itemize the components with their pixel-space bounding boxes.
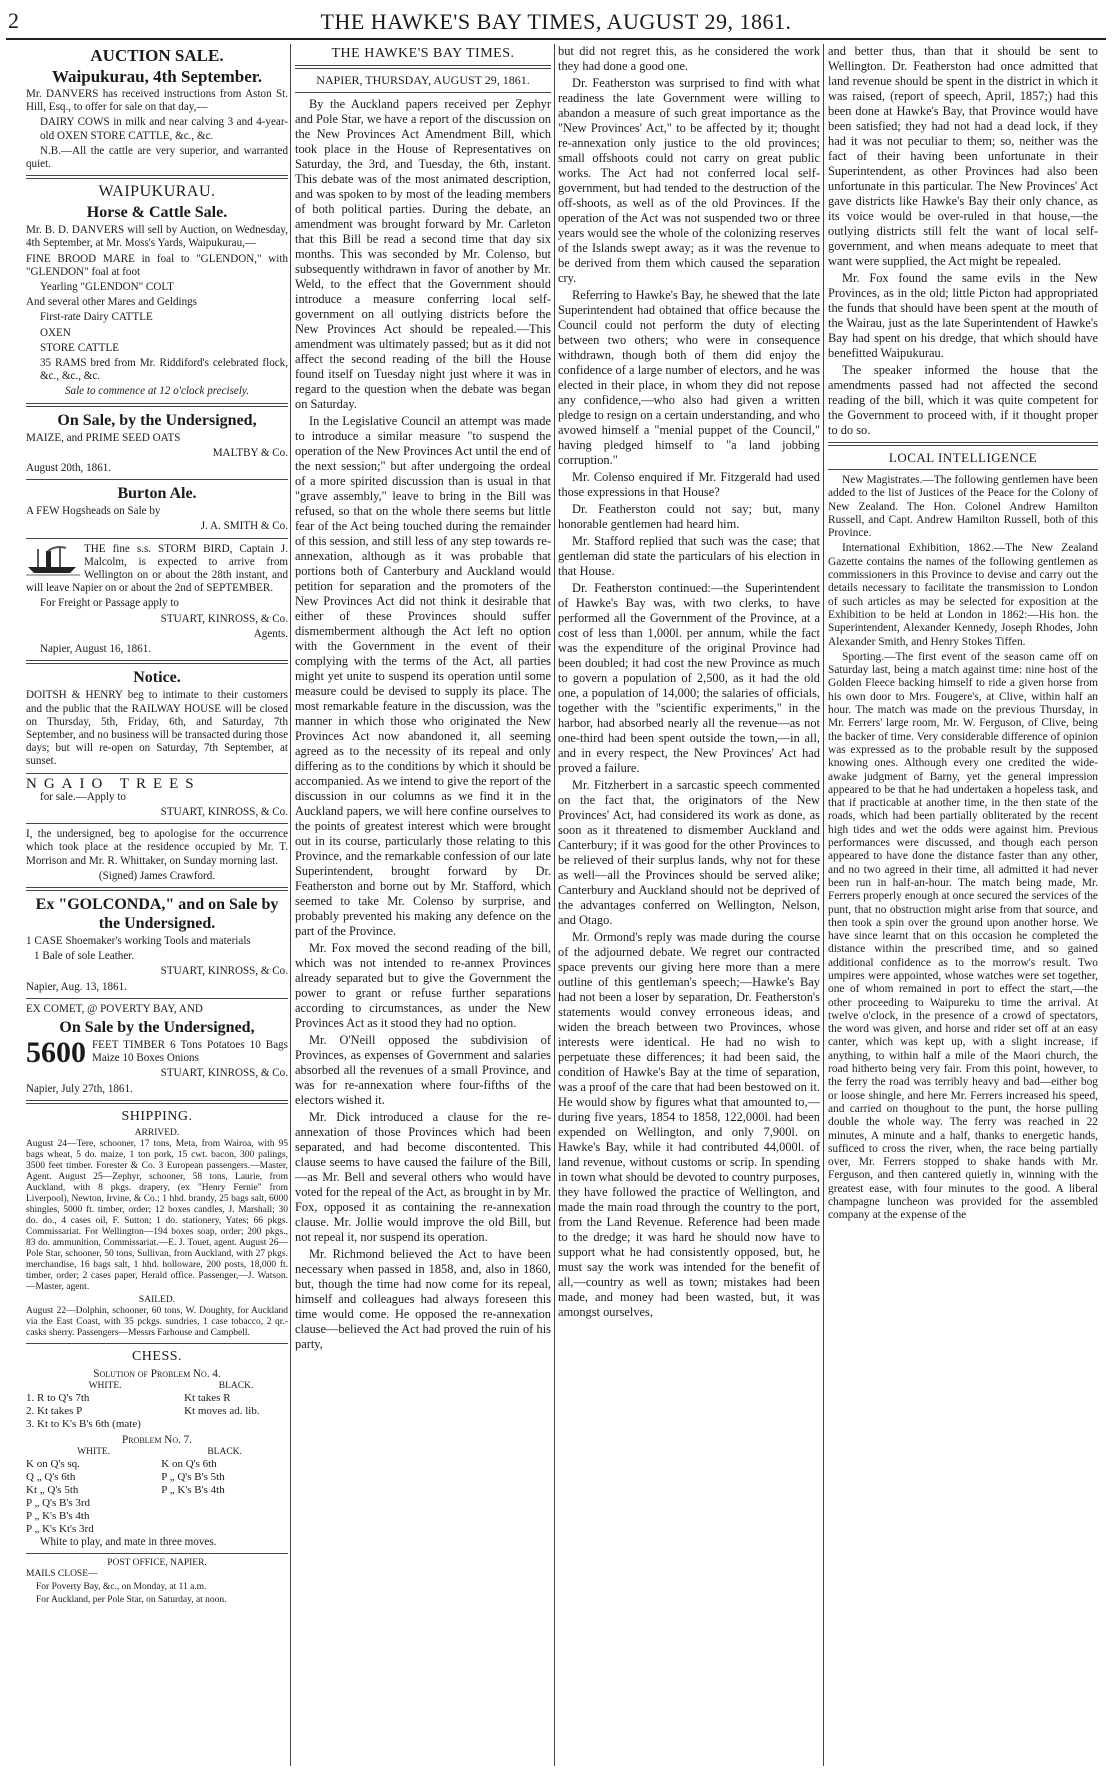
divider <box>828 442 1098 446</box>
page-number: 2 <box>8 8 19 33</box>
ad-heading: On Sale, by the Undersigned, <box>57 411 257 429</box>
advertisements-column <box>26 44 288 1766</box>
article-paragraph: By the Auckland papers received per Zephyr and Pole Star, we have a report of the discussion on the New Provinces Act Amendment Bill, which took place in the House of Representatives on Saturday, the 3rd, and Tuesday, the 6th, instant. This debate was of the most animated description, and was spoken to by most of the leading members of both political parties. During the debate, an amendment was brought forward by Mr. Carleton that this Bill be read a second time that day six months. This was seconded by Mr. Colenso, but subsequently withdrawn in favor of another by Mr. Weld, to the effect that the Government should introduce a measure conferring local self-government on all outlying districts before the New Provinces Act should be repealed.—This amendment was ultimately passed; but as it did not affect the second reading of the bill the House found itself on Tuesday night just where it was in regard to the question when the debate was began on Saturday. <box>295 97 551 411</box>
problem-title: Solution of Problem No. 4. <box>93 1367 221 1380</box>
section-heading: SHIPPING. <box>121 1108 193 1124</box>
divider <box>26 479 288 480</box>
masthead <box>6 6 1106 40</box>
column-divider <box>823 44 824 1766</box>
sailed-label: SAILED. <box>138 1294 176 1305</box>
article-paragraph: Mr. Ormond's reply was made during the course of the adjourned debate. We regret our contracted space prevents our giving here more than a mere outline of this gentleman's speech;—Hawke's Bay had not been a loser by separation, Dr. Featherston's statements would convey erroneous ideas, and widen the breach between two Provinces, whose interests were identical. He had no wish to perpetuate these differences; it had been said, the condition of Hawke's Bay at the time of separation, was a proof of the care that had been bestowed on it. He would show by figures what that amounted to,—during five years, 1854 to 1858, 122,000l. had been expended on Wellington, and only 7,900l. on Hawke's Bay, while it had contributed 44,000l. of land revenue, without customs or scrip. In spending in town what should be devoted to country purposes, they have followed the practice of Wellington, and made the main road through the country to the port, from the Land Revenue. Reference had been made to the dredge; it was hard he should now have to support what he had consistently opposed, but, he must say the work was intended for the benefit of all,—country as well as town; mistakes had been made, and money had been wasted, but, it was amongst ourselves, <box>558 930 820 1319</box>
apology-ad <box>26 828 288 883</box>
table-row: P „ K's Kt's 3rd <box>26 1523 94 1536</box>
local-intelligence-column <box>828 44 1098 1766</box>
ad-line: FINE BROOD MARE in foal to "GLENDON," with "GLENDON" foal at foot <box>26 252 288 278</box>
ad-line: EX COMET, @ POVERTY BAY, AND <box>26 1002 203 1015</box>
divider <box>26 660 288 664</box>
ad-line: 35 RAMS bred from Mr. Riddiford's celebrated flock, &c., &c., &c. <box>40 357 288 383</box>
white-label: WHITE. <box>88 1380 122 1391</box>
article-paragraph: Mr. Fox moved the second reading of the bill, which was not intended to re-annex Provinces already separated but to give the Government the power to grant or refuse further separations according to circumstances, as under the New Provinces Act as it stood they had no option. <box>295 941 551 1030</box>
article-paragraph: In the Legislative Council an attempt was made to introduce a similar measure "to suspend the operation of the New Provinces Act until the end of the next session;" but after undergoing the ordeal of a more spirited discussion than is usual in that "grave assembly," leave to bring in the Bill was refused, so that on the whole there seems but little fear of the Act being touched during the remainder of this session, and still less of any step towards re-annexation, although as it was probable that portions both of Canterbury and Auckland would petition for separation and the promoters of the New Provinces Act did not think it desirable that either of these Provinces should suffer dismemberment although the Act left no option with the Government in the event of their complying with the terms of the Act, all parties might yet unite to suspend its operation until some measure could be devised to supply its place. The most remarkable feature in the discussion, was the manner in which those who originated the New Provinces Act now abandoned it, all seeming agreed as to the necessity of its repeal and only differing as to the conditions by which it should be accompanied. As we intend to give the report of the discussion in our columns as we find it in the Auckland papers, we will here confine ourselves to the points of greatest interest which were brought out in its course, particularly those relating to this Province, and the remarkable confession of our late Superintendent, brought forward by Dr. Featherston and borne out by Mr. Stafford, which seemed to take Mr. Colenso by surprise, and probably prevented his making any defence on the part of the Province. <box>295 414 551 938</box>
article-paragraph: The speaker informed the house that the amendments passed had not affected the second reading of the bill, which it was quite competent for the Government to proceed with, if it thought proper to do so. <box>828 363 1098 437</box>
article-paragraph: Dr. Featherston could not say; but, many honorable gentlemen had heard him. <box>558 502 820 531</box>
auction-sale-ad <box>26 46 288 171</box>
sailings-text: August 22—Dolphin, schooner, 60 tons, W. Doughty, for Auckland via the East Coast, with 35 pckgs. sundries, 1 case tobacco, 2 qr.-casks sherry. Passengers—Messrs Farhouse and Campbell. <box>26 1305 288 1338</box>
article-paragraph: Mr. Richmond believed the Act to have been necessary when passed in 1858, and, also in 1860, but, though the time had now come for its repeal, himself and colleagues had always foreseen this time would come. He opposed the re-annexation clause—believed the Act had proved the ruin of his party, <box>295 1247 551 1351</box>
divider <box>26 403 288 407</box>
divider <box>26 1100 288 1104</box>
notice-ad <box>26 668 288 768</box>
divider <box>26 1553 288 1554</box>
article-paragraph: Dr. Featherston was surprised to find with what readiness the late Government were willing to abandon a measure of such great importance as the "New Provinces' Act," to be affected by it; thought re-annexation only justice to the old provinces; small offshoots could not carry on great public works. The Act had not conferred local self-government, but had tended to the destruction of the off-shoots, as well as of the old Provinces. If the operation of the Act was not suspended two or three years would see the whole of the colonizing reserves of the Islands swept away; as it was the revenue to be derived from them which caused the separation cry. <box>558 76 820 285</box>
ngaio-trees-ad <box>26 775 288 820</box>
ad-heading: On Sale by the Undersigned, <box>59 1018 255 1036</box>
ad-signature: STUART, KINROSS, & Co. <box>160 965 288 978</box>
ad-footer: Sale to commence at 12 o'clock precisely. <box>64 385 250 398</box>
ad-body: 1 CASE Shoemaker's working Tools and materials <box>26 934 251 947</box>
article-paragraph: but did not regret this, as he considered the work they had done a good one. <box>558 44 820 73</box>
editorial-column <box>295 44 551 1766</box>
mail-line: For Auckland, per Pole Star, on Saturday, at noon. <box>36 1595 227 1606</box>
black-label: BLACK. <box>218 1380 254 1391</box>
arrived-label: ARRIVED. <box>134 1127 180 1138</box>
section-heading: LOCAL INTELLIGENCE <box>888 450 1038 465</box>
divider <box>26 823 288 824</box>
comet-ad <box>26 1003 288 1096</box>
ad-items: DAIRY COWS in milk and near calving 3 and 4-year-old OXEN STORE CATTLE, &c., &c. <box>40 116 288 142</box>
table-row: 1. R to Q's 7th Kt takes R <box>26 1391 231 1404</box>
storm-bird-ad <box>26 543 288 657</box>
ad-items: FEET TIMBER 6 Tons Potatoes 10 Bags Maize 10 Boxes Onions <box>92 1038 288 1065</box>
ad-body: A FEW Hogsheads on Sale by <box>26 505 161 518</box>
editorial-continued-column <box>558 44 820 1766</box>
ad-signature: STUART, KINROSS, & Co. <box>160 612 288 625</box>
divider <box>828 469 1098 470</box>
ad-signature: MALTBY & Co. <box>212 446 288 459</box>
ad-line: And several other Mares and Geldings <box>26 296 197 309</box>
ad-heading: Burton Ale. <box>117 485 197 503</box>
ad-heading: Ex "GOLCONDA," and on Sale by the Undersigned. <box>35 895 279 932</box>
table-row: 2. Kt takes P Kt moves ad. lib. <box>26 1404 260 1417</box>
ad-line: First-rate Dairy CATTLE <box>40 311 153 324</box>
mail-line: For Poverty Bay, &c., on Monday, at 11 a.m. <box>36 1582 207 1593</box>
masthead-title: THE HAWKE'S BAY TIMES, AUGUST 29, 1861. <box>320 9 792 34</box>
mails-label: MAILS CLOSE— <box>26 1569 98 1580</box>
ad-body: Mr. B. D. DANVERS will sell by Auction, on Wednesday, 4th September, at Mr. Moss's Yards, Waipukurau,— <box>26 224 288 250</box>
article-paragraph: and better thus, than that it should be sent to Wellington. Dr. Featherston had once admitted that land revenue should be spent in the district in which it was raised, (report of speech, April, 1857;) had this been done at Hawke's Bay, that Province would have been satisfied; they had not had a dead lock, if they had it was not peculiar to them; so, neither was the fact of their having been unfortunate in their Superintendent, as other Provinces had also been unfortunate in this particular. The New Provinces' Act gave districts like Hawke's Bay their only chance, as its voice would be over-ruled in that house,—the outlying districts still felt the want of local self-government, and when means adequate to meet that want were supplied, the Act might be repealed. <box>828 44 1098 268</box>
arrivals-text: August 24—Tere, schooner, 17 tons, Meta, from Wairoa, with 95 bags wheat, 5 do. maize, 1 ton pork, 15 cwt. bacon, 300 palings, 3500 feet timber. Forester & Co. 3 European passengers.—Master, Agent. August 25—Zephyr, schooner, 58 tons, Laurie, from Auckland, with 8 pkgs. drapery, (ex "Henry Fernie" from Liverpool), Newton, Irvine, & Co.; 1 hhd. brandy, 25 bags salt, 6000 shingles, 5000 ft. timber, order; 12 boxes candles, J. Marshall; 30 do. do., 4 cases oil, F. Sutton; 1 do. stationery, Yates; 66 pkgs. Commissariat. For Wellington—194 boxes soap, order; 200 pkgs., 83 do. ammunition, Commissariat.—E. J. Touet, agent. August 26—Pole Star, schooner, 50 tons, Sullivan, from Auckland, with 27 pkgs. merchandise, 16 bags salt, 1 hhd. holloware, 200 posts, 18,000 ft. timber, order; 2 cases paper, Herald office. Passenger,—J. Watson.—Master, agent. <box>26 1138 288 1292</box>
black-label: BLACK. <box>207 1447 242 1458</box>
column-divider <box>290 44 291 1766</box>
ad-line: 1 Bale of sole Leather. <box>34 950 135 963</box>
ad-date: Napier, July 27th, 1861. <box>26 1082 133 1095</box>
ad-line: STORE CATTLE <box>40 341 119 354</box>
ad-heading: WAIPUKURAU. <box>98 183 216 201</box>
divider <box>26 538 288 539</box>
ad-body: THE fine s.s. STORM BIRD, Captain J. Malcolm, is expected to arrive from Wellington on or about the 28th instant, and will leave Napier on or about the 2nd of SEPTEMBER. <box>26 542 288 595</box>
paper-title: THE HAWKE'S BAY TIMES. <box>331 46 515 61</box>
ad-signature: (Signed) James Crawford. <box>98 869 216 882</box>
divider <box>26 175 288 179</box>
divider <box>295 65 551 69</box>
news-item: Sporting.—The first event of the season came off on Saturday last, being a match against time: nine host of the Golden Fleece backing himself to ride a given horse from his own door to Mrs. Fougere's, at Clive, within half an hour. The match was made on the previous Thursday, in Mr. Ferrers' large room, Mr. W. Ferguson, of Clive, being the backer of time. Very considerable difference of opinion was expressed as to the probable result by the supposed knowing ones. Although every one credited the wide-awake judgment of Barny, yet the general impression appeared to be that he had undertaken a hopeless task, and that if practicable at another time, in the then state of the roads, which had been partially obliterated by the recent high tides and wet the odds were against him. Previous performances were discussed, and though each person appeared to have done the distance faster than any other, and no two agreed in their time, all admitted it had never been run in half-an-hour. The match being made, Mr. Ferrers properly enough at once secured the services of the punt, that no obstruction might arise from that source, and then took a spin over the ground upon another horse. We have since learnt that on this occasion he completed the distance within the prescribed time, and so gained additional confidence as to the morrow's result. Two umpires were appointed, whose watches were set together, one of whom remained in port to effect the start,—the other proceeding to Waipureku to time the arrival. At twelve o'clock, in the presence of a crowd of spectators, the word was given, and horse and rider set off at an easy canter, which was kept up, with a slight increase, if anything, to within half a mile of the Maori church, the road hitherto being very fair. From this point, however, to the ferry the road was terribly heavy and bad—either bog or loose shingle, and here Mr. Ferrers increased his speed, and carried on thoughout to the punt, the horse pulling double the whole way. The ferry was reached in 22 minutes, A minute and a half, thanks to energetic hands, sufficed to cross the river, when, the race being partially over, Mr. Ferrers stopped to shake hands with Mr. Ferguson, and then cantered quietly in, winning with the greatest ease, with four minutes to the good. A liberal champagne luncheon was provided for the assembled company at the expense of the <box>828 650 1098 1222</box>
table-row: P „ Q's B's 3rd <box>26 1497 91 1510</box>
newspaper-page <box>6 0 1106 1773</box>
ad-heading: Notice. <box>133 669 181 687</box>
problem-table <box>26 1447 288 1536</box>
maize-ad <box>26 411 288 476</box>
ad-date: Napier, Aug. 13, 1861. <box>26 980 127 993</box>
ad-subheading: Waipukurau, 4th September. <box>51 67 263 86</box>
ad-subheading: Horse & Cattle Sale. <box>86 204 228 222</box>
ad-quantity: 5600 <box>26 1035 86 1069</box>
article-paragraph: Mr. Fox found the same evils in the New Provinces, as in the old; little Picton had appropriated the funds that should have been spent at the mouth of the Wairau, just as the late Superintendent of Hawke's Bay had spent on his dredge, that which should have benefitted Waipukurau. <box>828 271 1098 360</box>
divider <box>26 1343 288 1344</box>
steamship-icon <box>26 543 80 577</box>
article-paragraph: Dr. Featherston continued:—the Superintendent of Hawke's Bay was, with two clerks, to have performed all the Government of the Province, at a cost of less than 1,000l. per annum, while the fact was the expenditure of the original Province had been doubled; it had cost the new Province as much to govern a population of 2,500, as it had the old one, a population of 14,000; the salaries of officials, together with the "scientific experiments," in the harbor, had absorbed nearly all the revenue—as not one-third had been spent outside the town,—in all, and in every respect, the New Provinces' Act had proved a failure. <box>558 581 820 775</box>
article-paragraph: Mr. Dick introduced a clause for the re-annexation of those Provinces which had been separated, and had become discontented. This clause seems to have caused the failure of the Bill,—as Mr. Bell and several others who would have voted for the repeal of the Act, as brought in by Mr. Fox, opposed it as containing the re-annexation clause. Mr. Jollie would improve the old Bill, but not repeal it, nor suspend its operation. <box>295 1110 551 1244</box>
article-paragraph: Mr. Stafford replied that such was the case; that gentleman did state the particulars of his election in that House. <box>558 534 820 578</box>
ad-agents: Agents. <box>253 627 288 640</box>
waipukurau-sale-ad <box>26 183 288 398</box>
divider <box>295 92 551 93</box>
ad-body: I, the undersigned, beg to apologise for the occurrence which took place at the residence occupied by Mr. T. Morrison and Mr. R. Whittaker, on Sunday morning last. <box>26 828 288 867</box>
ad-line: Yearling "GLENDON" COLT <box>40 281 174 294</box>
ad-body: DOITSH & HENRY beg to intimate to their customers and the public that the RAILWAY HOUSE will be closed on Thursday, 5th, Friday, 6th, and Saturday, 7th September, and no business will be transacted during those days; but will re-open on Saturday, 7th September, at sunset. <box>26 689 288 768</box>
chess-section <box>26 1348 288 1550</box>
article-paragraph: Mr. Colenso enquired if Mr. Fitzgerald had used those expressions in that House? <box>558 470 820 499</box>
ad-heading: NGAIO TREES <box>26 775 201 792</box>
divider <box>26 998 288 999</box>
burton-ale-ad <box>26 484 288 533</box>
golconda-ad <box>26 895 288 994</box>
table-row: Kt „ Q's 5th P „ K's B's 4th <box>26 1484 225 1497</box>
divider <box>26 887 288 891</box>
solution-table <box>26 1381 288 1431</box>
divider <box>26 773 288 774</box>
problem-title: Problem No. 7. <box>122 1433 192 1446</box>
column-divider <box>554 44 555 1766</box>
article-paragraph: Referring to Hawke's Bay, he shewed that the late Superintendent had obtained that office because the Council could not perform the duty of electing between two others; who were in consequence withdrawn, though both of them did enjoy the confidence of a large number of electors, and he was elected in their place, in whom they did not repose any confidence,—who also had given a written pledge to resign on a certain understanding, and who avowed himself a "menial puppet of the Council," having pledged himself to "a land jobbing corruption." <box>558 288 820 467</box>
table-row: 3. Kt to K's B's 6th (mate) <box>26 1417 141 1430</box>
ad-signature: J. A. SMITH & Co. <box>200 520 288 533</box>
news-item: International Exhibition, 1862.—The New Zealand Gazette contains the names of the following gentlemen as commissioners in this Province to devise and carry out the details necessary to facilitate the transmission to London of such articles as may be selected for exposition at the Exhibition to be held at London in 1862:—His hon. the Superintendent, Alexander Kennedy, Joseph Rhodes, John Alexander Smith, and Henry Stokes Tiffen. <box>828 542 1098 648</box>
ad-date: Napier, August 16, 1861. <box>40 643 152 656</box>
ad-date: August 20th, 1861. <box>26 462 112 475</box>
problem-footer: White to play, and mate in three moves. <box>40 1536 217 1549</box>
ad-signature: STUART, KINROSS, & Co. <box>160 1067 288 1080</box>
dateline: NAPIER, THURSDAY, AUGUST 29, 1861. <box>316 73 530 87</box>
ad-body: for sale.—Apply to <box>40 790 126 803</box>
section-heading: CHESS. <box>131 1348 183 1364</box>
article-paragraph: Mr. O'Neill opposed the subdivision of Provinces, as expenses of Government and salaries absorbed all the revenues of a small Province, and was for re-annexation where four-fifths of the electors wished it. <box>295 1033 551 1107</box>
table-row: Q „ Q's 6th P „ Q's B's 5th <box>26 1471 225 1484</box>
ad-body: Mr. DANVERS has received instructions from Aston St. Hill, Esq., to offer for sale on that day,— <box>26 88 288 114</box>
post-office-section <box>26 1558 288 1606</box>
article-paragraph: Mr. Fitzherbert in a sarcastic speech commented on the fact that, the originators of the New Provinces' Act, had considered its work as done, as soon as it threatened to dismember Auckland and Canterbury; if it was good for the other Provinces to be relieved of their surplus lands, why not for these as well—all the Provinces should be served alike; Canterbury and Auckland should not be deprived of the advantages conferred on Wellington, Nelson, and Otago. <box>558 778 820 927</box>
ad-signature: STUART, KINROSS, & Co. <box>160 805 288 818</box>
ad-freight: For Freight or Passage apply to <box>40 597 179 610</box>
news-item: New Magistrates.—The following gentlemen have been added to the list of Justices of the Peace for the Colony of New Zealand. The Hon. Colonel Andrew Hamilton Russell, and Capt. Andrew Hamilton Russell, both of this Province. <box>828 474 1098 540</box>
white-label: WHITE. <box>77 1447 111 1458</box>
ad-heading: AUCTION SALE. <box>90 46 224 65</box>
ad-body: MAIZE, and PRIME SEED OATS <box>26 431 181 444</box>
ad-note: N.B.—All the cattle are very superior, and warranted quiet. <box>26 144 288 171</box>
table-row: P „ K's B's 4th <box>26 1510 90 1523</box>
section-heading: POST OFFICE, NAPIER. <box>107 1558 207 1569</box>
table-row: K on Q's sq. K on Q's 6th <box>26 1458 217 1471</box>
shipping-section <box>26 1108 288 1339</box>
ad-line: OXEN <box>40 326 71 339</box>
